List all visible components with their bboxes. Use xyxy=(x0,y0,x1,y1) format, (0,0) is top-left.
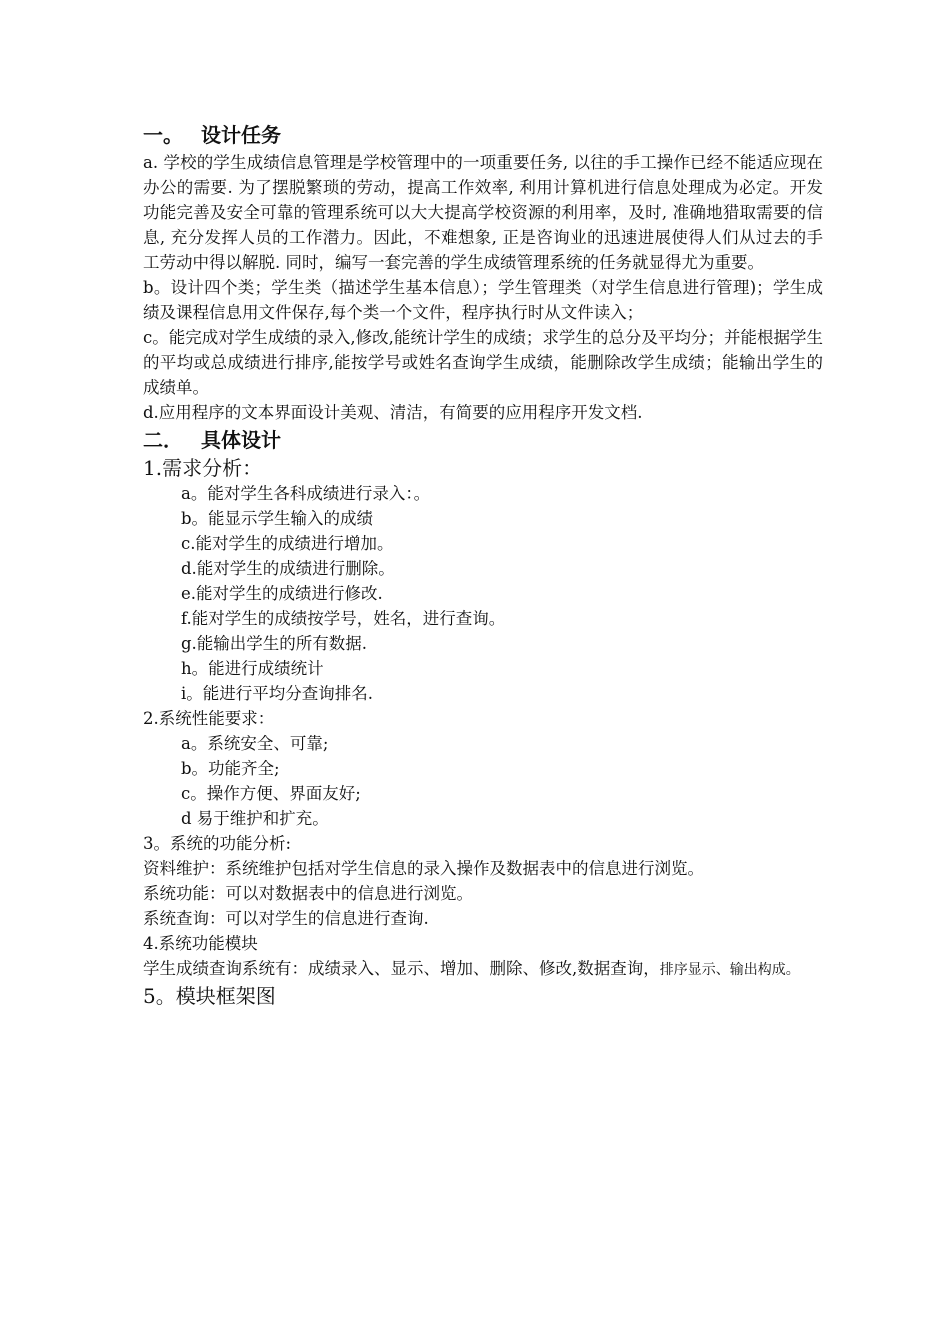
section-1-number: 一。 xyxy=(143,123,183,147)
section-1-title: 设计任务 xyxy=(201,123,281,147)
requirements-heading: 1.需求分析： xyxy=(143,456,263,480)
section-1-heading xyxy=(143,120,823,150)
module-text-small: 排序显示、输出构成。 xyxy=(659,962,800,978)
module-heading: 4.系统功能模块 xyxy=(143,934,258,953)
function-line: 系统功能：可以对数据表中的信息进行浏览。 xyxy=(143,884,473,903)
req-item: g.能输出学生的所有数据. xyxy=(181,634,368,653)
document-content xyxy=(143,120,823,1009)
paragraph-a: a. 学校的学生成绩信息管理是学校管理中的一项重要任务, 以往的手工操作已经不能适应现在办公的需要. 为了摆脱繁琐的劳动，提高工作效率, 利用计算机进行信息处理成为必定。开发功能完善及安全可靠的管理系统可以大大提高学校资源的利用率，及时, 准确地猎取需要的信息, 充分发挥人员的工作潜力。因此，不难想象, 正是咨询业的迅速进展使得人们从过去的手工劳动中得以解脱. 同时，编写一套完善的学生成绩管理系统的任务就显得尤为重要。 xyxy=(143,153,823,272)
module-paragraph xyxy=(143,956,823,983)
perf-item: c。操作方便、界面友好; xyxy=(181,784,361,803)
paragraph-b: b。设计四个类；学生类（描述学生基本信息）；学生管理类（对学生信息进行管理)；学生成绩及课程信息用文件保存,每个类一个文件，程序执行时从文件读入； xyxy=(143,278,823,322)
function-heading: 3。系统的功能分析: xyxy=(143,834,292,853)
section-2-title: 具体设计 xyxy=(201,428,281,452)
section-2-heading xyxy=(143,425,823,455)
section-2-number: 二． xyxy=(143,428,183,452)
req-item: c.能对学生的成绩进行增加。 xyxy=(181,534,394,553)
function-line: 资料维护：系统维护包括对学生信息的录入操作及数据表中的信息进行浏览。 xyxy=(143,859,704,878)
req-item: e.能对学生的成绩进行修改. xyxy=(181,584,383,603)
perf-item: a。系统安全、可靠; xyxy=(181,734,329,753)
req-item: f.能对学生的成绩按学号，姓名，进行查询。 xyxy=(181,609,506,628)
function-line: 系统查询：可以对学生的信息进行查询. xyxy=(143,909,429,928)
diagram-heading: 5。模块框架图 xyxy=(143,984,276,1008)
req-item: a。能对学生各科成绩进行录入：。 xyxy=(181,484,431,503)
performance-heading: 2.系统性能要求： xyxy=(143,709,275,728)
paragraph-d: d.应用程序的文本界面设计美观、清洁，有简要的应用程序开发文档. xyxy=(143,403,643,422)
paragraph-c: c。能完成对学生成绩的录入,修改,能统计学生的成绩；求学生的总分及平均分；并能根据学生的平均或总成绩进行排序,能按学号或姓名查询学生成绩，能删除改学生成绩；能输出学生的成绩单。 xyxy=(143,328,823,397)
req-item: i。能进行平均分查询排名. xyxy=(181,684,374,703)
perf-item: b。功能齐全; xyxy=(181,759,280,778)
req-item: h。能进行成绩统计 xyxy=(181,659,324,678)
perf-item: d 易于维护和扩充。 xyxy=(181,809,329,828)
module-text: 学生成绩查询系统有：成绩录入、显示、增加、删除、修改,数据查询， xyxy=(143,959,660,978)
req-item: b。能显示学生输入的成绩 xyxy=(181,509,374,528)
req-item: d.能对学生的成绩进行删除。 xyxy=(181,559,395,578)
